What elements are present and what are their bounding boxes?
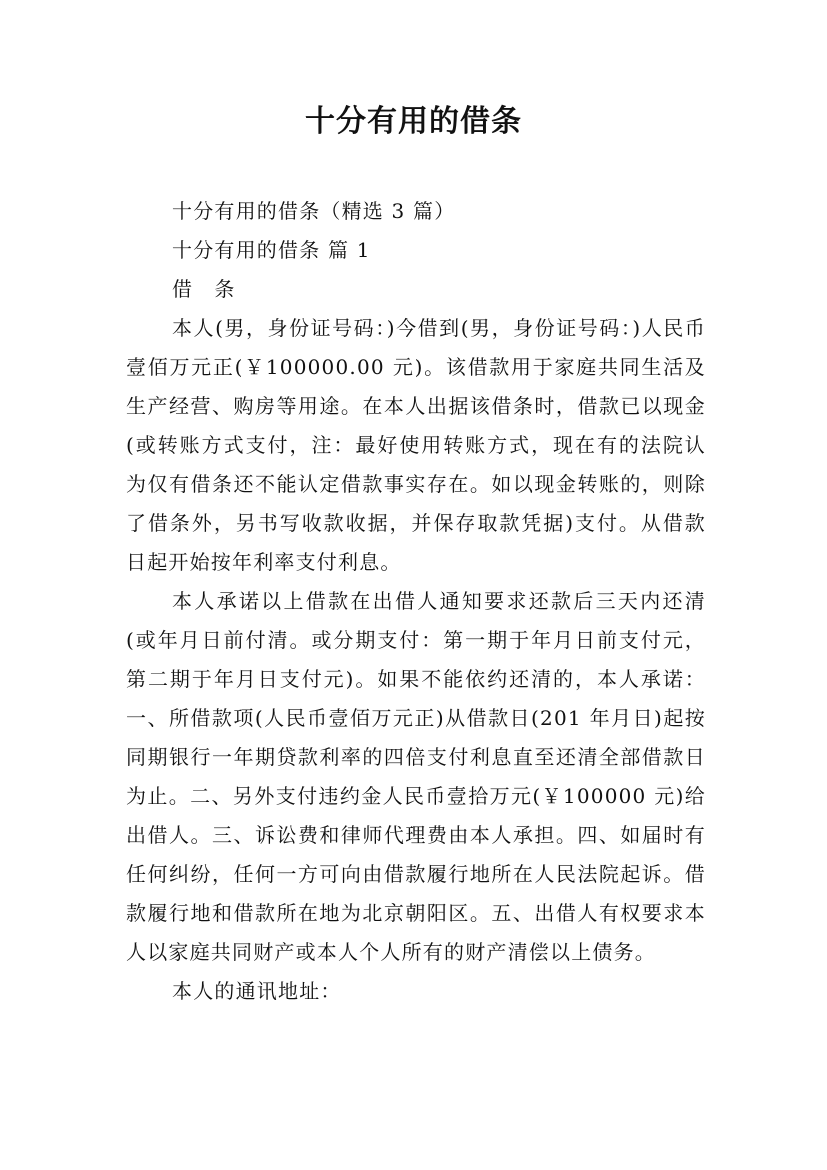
paragraph-repayment-promise: 本人承诺以上借款在出借人通知要求还款后三天内还清(或年月日前付清。或分期支付：第一期于年月日前支付元，第二期于年月日支付元)。如果不能依约还清的，本人承诺：一、所借款项(人民币壹佰万元正)从借款日(201 年月日)起按同期银行一年期贷款利率的四倍支付利息直至还清全部借款日为止。二、另外支付违约金人民币壹拾万元(￥100000 元)给出借人。三、诉讼费和律师代理费由本人承担。四、如届时有任何纠纷，任何一方可向由借款履行地所在人民法院起诉。借款履行地和借款所在地为北京朝阳区。五、出借人有权要求本人以家庭共同财产或本人个人所有的财产清偿以上债务。 (126, 589, 706, 964)
document-body (126, 192, 706, 1011)
section-heading: 十分有用的借条 篇 1 (172, 238, 371, 262)
paragraph-loan-statement: 本人(男，身份证号码：)今借到(男，身份证号码：)人民币壹佰万元正(￥100000.00 元)。该借款用于家庭共同生活及生产经营、购房等用途。在本人出据该借条时，借款已以现金(或转账方式支付，注：最好使用转账方式，现在有的法院认为仅有借条还不能认定借款事实存在。如以现金转账的，则除了借条外，另书写收款收据，并保存取款凭据)支付。从借款日起开始按年利率支付利息。 (126, 316, 706, 574)
paragraph-address: 本人的通讯地址： (172, 979, 342, 1003)
document-subtitle: 十分有用的借条（精选 3 篇） (172, 199, 456, 223)
loan-note-heading: 借 条 (172, 277, 236, 301)
document-title: 十分有用的借条 (305, 104, 522, 139)
